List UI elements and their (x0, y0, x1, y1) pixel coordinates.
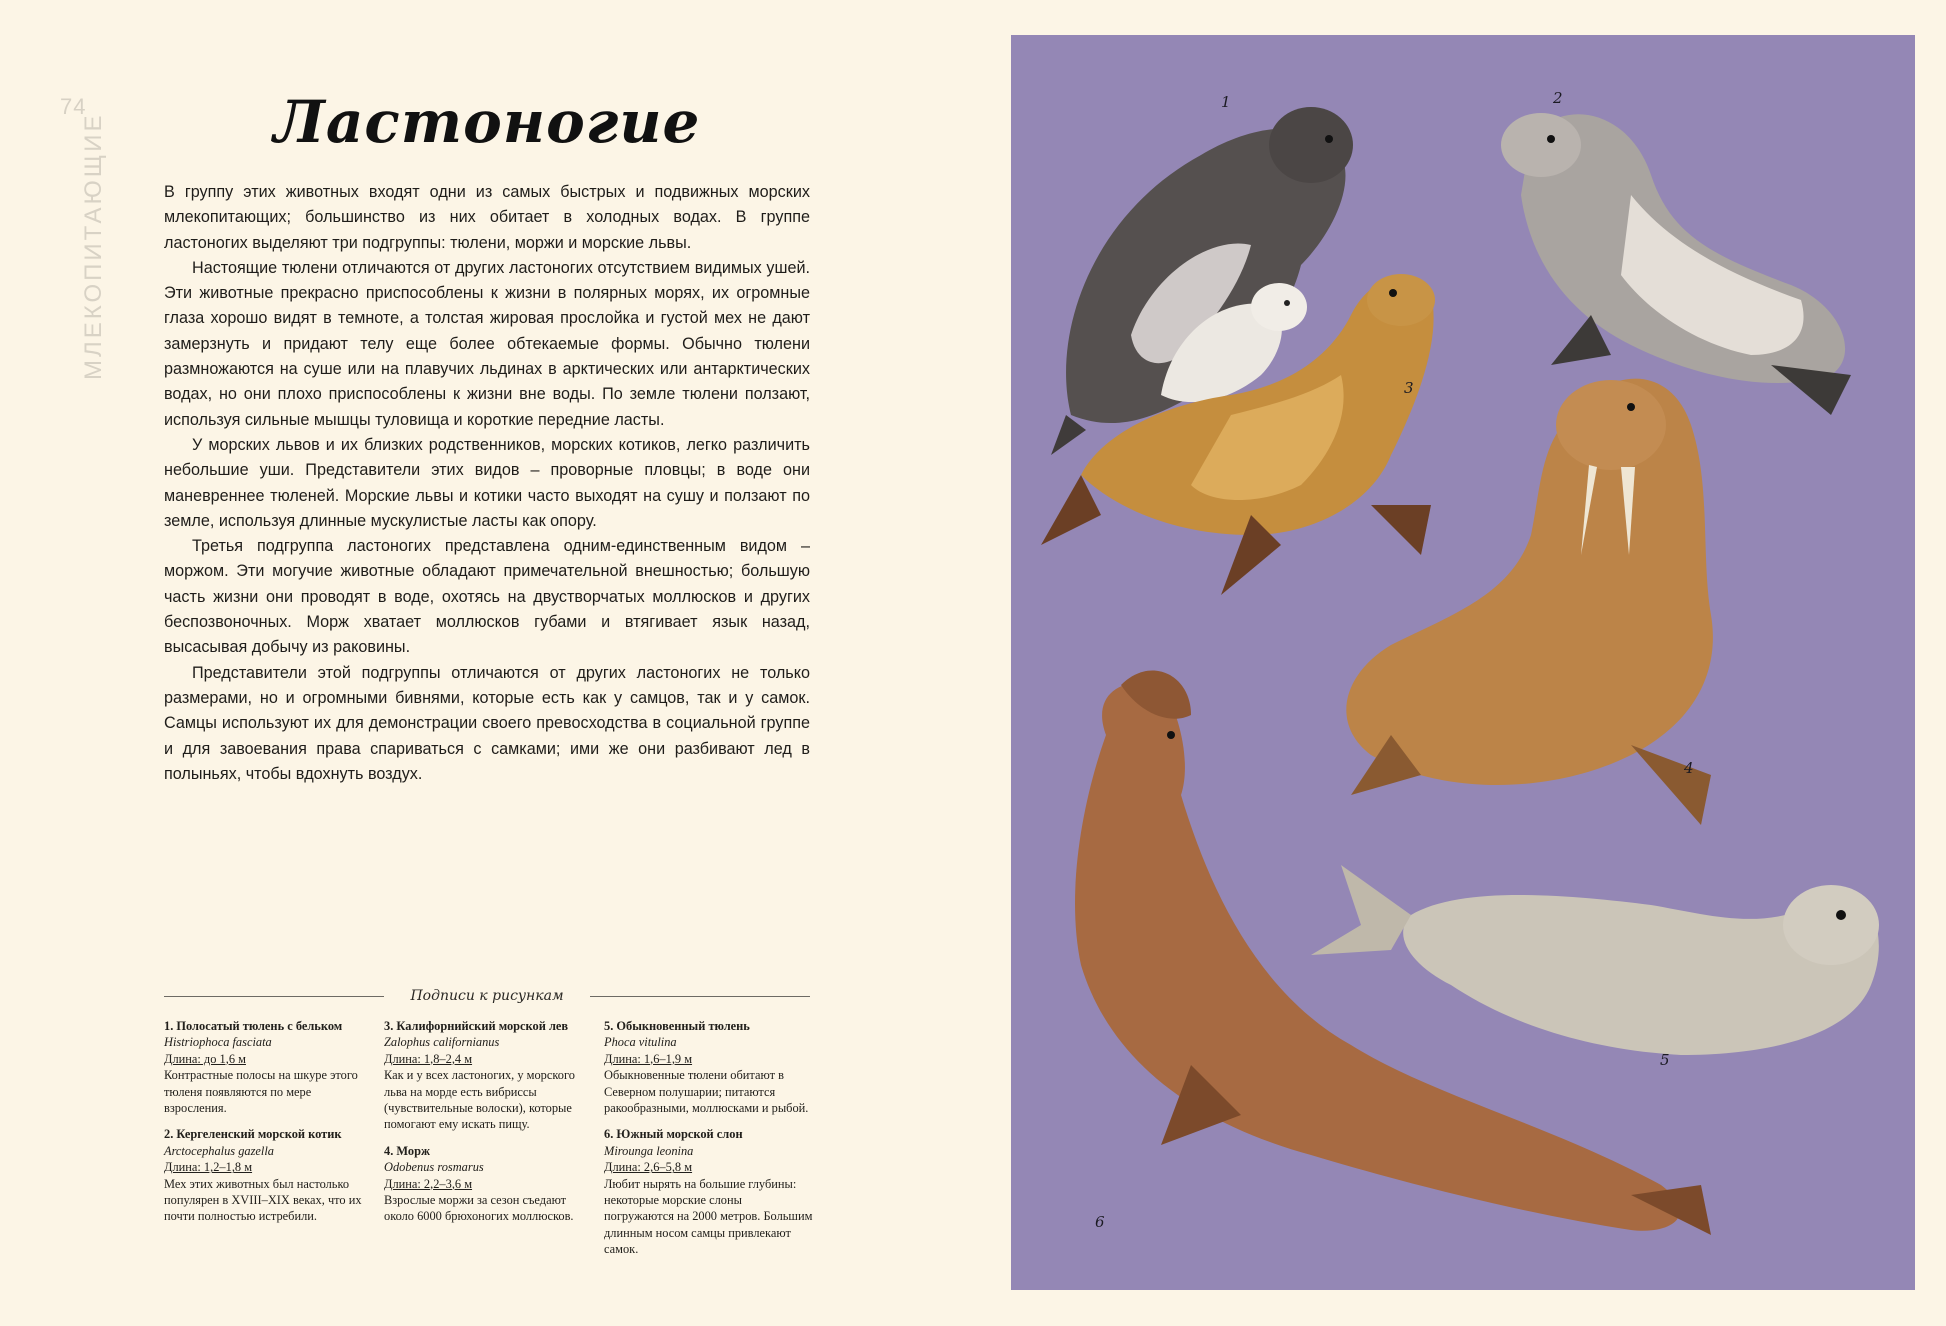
section-running-head: МЛЕКОПИТАЮЩИЕ (80, 112, 107, 380)
figure-label-5: 5 (1660, 1051, 1670, 1069)
caption-item (384, 1143, 594, 1225)
caption-item (384, 1018, 594, 1133)
caption-item (604, 1126, 814, 1257)
caption-length: Длина: 1,8–2,4 м (384, 1051, 473, 1066)
body-text (164, 180, 810, 787)
page-title: Ластоногие (273, 88, 701, 156)
caption-latin-name: Phoca vitulina (604, 1035, 677, 1050)
caption-length: Длина: 2,2–3,6 м (384, 1176, 473, 1191)
caption-item (604, 1018, 814, 1116)
caption-description: Контрастные полосы на шкуре этого тюленя появляются по мере взросления. (164, 1068, 358, 1116)
caption-description: Взрослые моржи за сезон съедают около 6000 брюхоногих моллюсков. (384, 1193, 574, 1224)
caption-name: 6. Южный морской слон (604, 1127, 743, 1142)
figure-captions (164, 1018, 813, 1268)
fur-seal-illustration (1501, 113, 1851, 415)
caption-column (384, 1018, 594, 1268)
walrus-illustration (1346, 379, 1713, 825)
page-number: 74 (60, 94, 87, 119)
figure-label-2: 2 (1553, 89, 1563, 107)
figure-label-3: 3 (1404, 379, 1414, 397)
figure-label-1: 1 (1221, 93, 1231, 111)
caption-name: 5. Обыкновенный тюлень (604, 1019, 750, 1033)
caption-name: 2. Кергеленский морской котик (164, 1127, 342, 1142)
caption-latin-name: Arctocephalus gazella (164, 1143, 275, 1158)
caption-description: Обыкновенные тюлени обитают в Северном полушарии; питаются ракообразными, моллюсками и рыбой. (604, 1068, 809, 1116)
illustration-plate (1011, 35, 1915, 1290)
caption-length: Длина: 1,2–1,8 м (164, 1160, 253, 1175)
caption-description: Как и у всех ластоногих, у морского льва на морде есть вибриссы (чувствительные волоски), которые помогают ему искать пищу. (384, 1068, 575, 1132)
captions-header (164, 985, 810, 1007)
caption-column (164, 1018, 374, 1268)
caption-latin-name: Zalophus californianus (384, 1035, 500, 1050)
harbor-seal-illustration (1311, 865, 1879, 1055)
caption-length: Длина: до 1,6 м (164, 1051, 246, 1066)
caption-latin-name: Mirounga leonina (604, 1143, 694, 1158)
paragraph: В группу этих животных входят одни из самых быстрых и подвижных морских млекопитающих; большинство из них обитает в холодных водах. В группе ластоногих выделяют три подгруппы: тюлени, моржи и морские львы. (164, 183, 810, 252)
caption-column (604, 1018, 814, 1268)
paragraph: Настоящие тюлени отличаются от других ластоногих отсутствием видимых ушей. Эти животные прекрасно приспособлены к жизни в полярных морях, их огромные глаза хорошо видят в темноте, а толстая жировая прослойка и густой мех не дают замерзнуть и придают телу еще более обтекаемые формы. Обычно тюлени размножаются на суше или на плавучих льдинах в арктических или антарктических водах, но они плохо приспособлены к жизни вне воды. По земле тюлени ползают, используя сильные мышцы туловища и короткие передние ласты. (164, 258, 810, 429)
caption-item (164, 1018, 374, 1116)
divider (164, 996, 384, 997)
pinnipeds-illustration (1011, 35, 1915, 1290)
paragraph: Представители этой подгруппы отличаются от других ластоногих не только размерами, но и огромными бивнями, которые есть как у самцов, так и у самок. Самцы используют их для демонстрации своего превосходства в социальной группе и для завоевания права спариваться с самками; ими же они разбивают лед в полыньях, чтобы вдохнуть воздух. (164, 663, 810, 783)
divider (590, 996, 810, 997)
figure-label-6: 6 (1095, 1213, 1105, 1231)
caption-length: Длина: 1,6–1,9 м (604, 1051, 693, 1066)
paragraph: У морских львов и их близких родственников, морских котиков, легко различить небольшие уши. Представители этих видов – проворные пловцы; в воде они маневреннее тюленей. Морские львы и котики часто выходят на сушу и ползают по земле, используя длинные мускулистые ласты как опору. (164, 435, 810, 530)
caption-latin-name: Histriophoca fasciata (164, 1035, 272, 1050)
caption-length: Длина: 2,6–5,8 м (604, 1160, 693, 1175)
caption-item (164, 1126, 374, 1224)
caption-description: Мех этих животных был настолько популярен в XVIII–XIX веках, что их почти полностью истребили. (164, 1176, 362, 1224)
caption-description: Любит нырять на большие глубины: некоторые морские слоны погружаются на 2000 метров. Большим длинным носом самцы привлекают самок. (604, 1176, 813, 1257)
caption-name: 4. Морж (384, 1143, 430, 1158)
paragraph: Третья подгруппа ластоногих представлена одним-единственным видом – моржом. Эти могучие животные обладают примечательной внешностью; большую часть жизни они проводят в воде, охотясь на двустворчатых моллюсков и других беспозвоночных. Морж хватает моллюсков губами и втягивает язык назад, высасывая добычу из раковины. (164, 537, 810, 657)
caption-name: 1. Полосатый тюлень с бельком (164, 1019, 343, 1033)
captions-title: Подписи к рисункам (410, 988, 564, 1004)
caption-name: 3. Калифорнийский морской лев (384, 1019, 569, 1033)
figure-label-4: 4 (1684, 759, 1694, 777)
caption-latin-name: Odobenus rosmarus (384, 1160, 484, 1175)
